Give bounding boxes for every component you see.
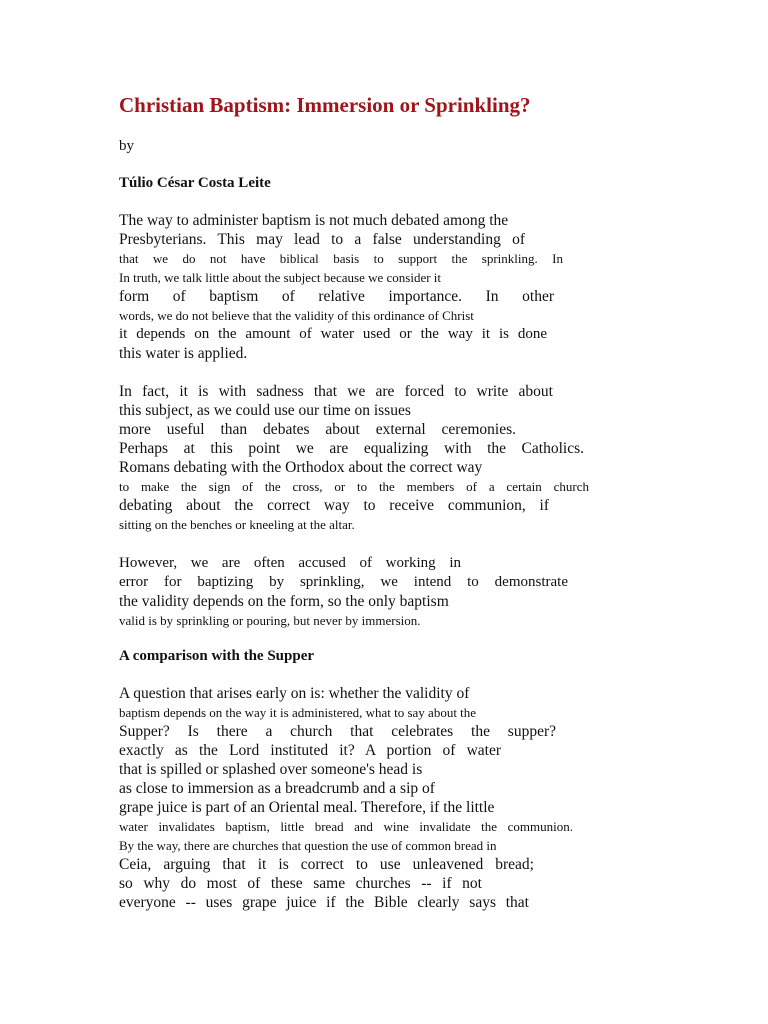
paragraph-line: By the way, there are churches that question the use of common bread in	[119, 838, 497, 853]
paragraph-line: A question that arises early on is: whether the validity of	[119, 685, 470, 702]
paragraph-line: the validity depends on the form, so the only baptism	[119, 593, 449, 610]
paragraph-line: that we do not have biblical basis to support the sprinkling. In	[119, 251, 563, 266]
paragraph-line: as close to immersion as a breadcrumb and a sip of	[119, 780, 435, 797]
paragraph-line: this subject, as we could use our time on issues	[119, 402, 411, 419]
paragraph-line: so why do most of these same churches -- if not	[119, 875, 482, 892]
byline: by	[119, 138, 134, 154]
paragraph-1	[119, 211, 563, 363]
paragraph-line: words, we do not believe that the validity of this ordinance of Christ	[119, 308, 474, 323]
paragraph-4	[119, 684, 579, 912]
paragraph-line: water invalidates baptism, little bread and wine invalidate the communion.	[119, 819, 573, 834]
paragraph-line: error for baptizing by sprinkling, we intend to demonstrate	[119, 574, 568, 590]
paragraph-line: Perhaps at this point we are equalizing with the Catholics.	[119, 440, 584, 457]
paragraph-line: exactly as the Lord instituted it? A portion of water	[119, 742, 501, 759]
paragraph-line: The way to administer baptism is not much debated among the	[119, 212, 509, 229]
paragraph-line: this water is applied.	[119, 345, 248, 362]
section-heading: A comparison with the Supper	[119, 648, 315, 664]
paragraph-line: valid is by sprinkling or pouring, but never by immersion.	[119, 613, 421, 628]
document-title: Christian Baptism: Immersion or Sprinkling?	[119, 93, 531, 117]
paragraph-line: Romans debating with the Orthodox about the correct way	[119, 459, 483, 476]
paragraph-line: everyone -- uses grape juice if the Bible clearly says that	[119, 894, 529, 911]
paragraph-line: to make the sign of the cross, or to the members of a certain church	[119, 479, 589, 494]
paragraph-line: Presbyterians. This may lead to a false understanding of	[119, 231, 525, 248]
paragraph-line: debating about the correct way to receive communion, if	[119, 497, 549, 514]
paragraph-line: Supper? Is there a church that celebrates the supper?	[119, 723, 556, 740]
paragraph-line: In truth, we talk little about the subject because we consider it	[119, 270, 442, 285]
paragraph-line: grape juice is part of an Oriental meal. Therefore, if the little	[119, 799, 495, 816]
paragraph-line: more useful than debates about external ceremonies.	[119, 421, 516, 438]
paragraph-line: However, we are often accused of working in	[119, 555, 461, 571]
author-name: Túlio César Costa Leite	[119, 175, 271, 191]
paragraph-line: sitting on the benches or kneeling at the altar.	[119, 517, 355, 532]
paragraph-line: that is spilled or splashed over someone's head is	[119, 761, 423, 778]
paragraph-line: form of baptism of relative importance. In other	[119, 288, 554, 305]
paragraph-2	[119, 382, 589, 534]
paragraph-line: In fact, it is with sadness that we are forced to write about	[119, 383, 553, 400]
paragraph-line: it depends on the amount of water used or the way it is done	[119, 326, 547, 342]
paragraph-line: baptism depends on the way it is administered, what to say about the	[119, 705, 477, 720]
paragraph-line: Ceia, arguing that it is correct to use unleavened bread;	[119, 856, 534, 873]
paragraph-3	[119, 554, 569, 630]
